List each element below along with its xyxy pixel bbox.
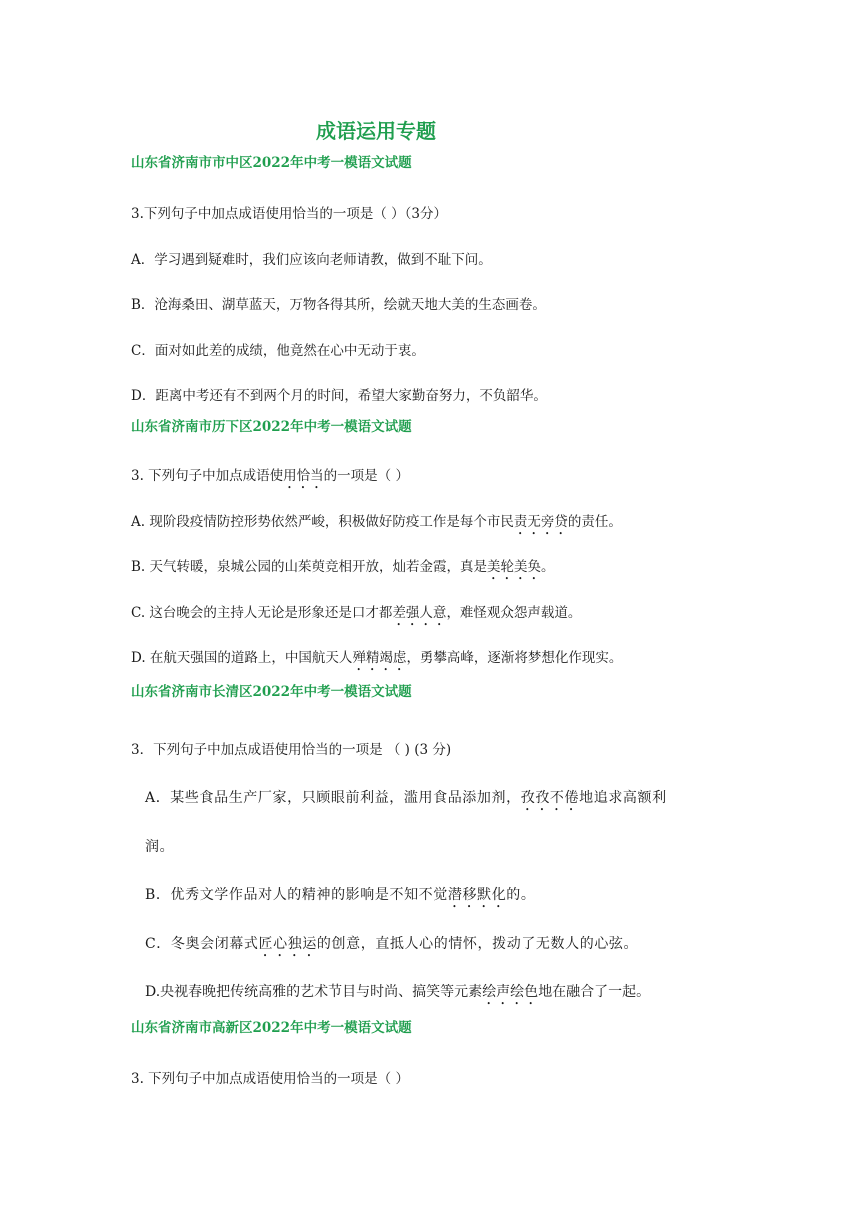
question-stem: 3.下列句子中加点成语使用恰当的一项是（ ）（3分）	[131, 206, 448, 222]
option-d	[145, 981, 650, 1008]
option-a-continued	[145, 836, 174, 856]
option-text: 润。	[145, 839, 175, 855]
option-text: C．冬奥会闭幕式	[145, 936, 259, 952]
question-stem	[131, 464, 409, 492]
question-stem: 3. 下列句子中加点成语使用恰当的一项是（ ）	[131, 1071, 409, 1087]
option-text-end: 的。	[506, 887, 536, 903]
option-c	[131, 601, 581, 629]
source-heading: 山东省济南市历下区2022年中考一模语文试题	[131, 419, 412, 435]
stem-dotted: 用恰当	[283, 468, 324, 484]
option-text: C. 这台晚会的主持人无论是形象还是口才都	[131, 605, 393, 621]
option-text: B．优秀文学作品对人的精神的影响是不知不觉	[145, 887, 448, 903]
option-a	[131, 510, 622, 538]
dotted-idiom: 绘声绘色	[482, 984, 539, 1000]
question-stem: 3．下列句子中加点成语使用恰当的一项是 （ ) (3 分)	[131, 742, 452, 758]
option-text: B. 天气转暖，泉城公园的山茱萸竞相开放，灿若金霞，真是	[131, 559, 488, 575]
source-heading: 山东省济南市高新区2022年中考一模语文试题	[131, 1020, 412, 1036]
dotted-idiom: 差强人意	[392, 605, 447, 621]
option-c: C．面对如此差的成绩，他竟然在心中无动于衷。	[131, 343, 425, 359]
option-text-end: 地追求高额利	[579, 790, 667, 806]
option-a	[145, 787, 667, 814]
source-heading: 山东省济南市市中区2022年中考一模语文试题	[131, 155, 412, 171]
option-b: B．沧海桑田、湖草蓝天，万物各得其所，绘就天地大美的生态画卷。	[131, 297, 546, 313]
option-text-end: 。	[541, 559, 555, 575]
option-text: A. 现阶段疫情防控形势依然严峻，积极做好防疫工作是每个市民	[131, 514, 514, 530]
stem-text-end: 的一项是（ ）	[323, 468, 409, 484]
source-heading: 山东省济南市长清区2022年中考一模语文试题	[131, 684, 412, 700]
option-text: D. 在航天强国的道路上，中国航天人	[131, 650, 353, 666]
option-text-end: 的创意，直抵人心的情怀，拨动了无数人的心弦。	[316, 936, 639, 952]
option-text: D.央视春晚把传统高雅的艺术节目与时尚、搞笑等元素	[145, 984, 483, 1000]
page-title: 成语运用专题	[316, 119, 436, 143]
option-b	[131, 555, 555, 583]
dotted-idiom: 美轮美奂	[487, 559, 542, 575]
stem-text: 3. 下列句子中加点成语使	[131, 468, 284, 484]
dotted-idiom: 孜孜不倦	[520, 790, 580, 806]
option-c	[145, 933, 638, 960]
dotted-idiom: 匠心独运	[258, 936, 317, 952]
dotted-idiom: 责无旁贷	[513, 514, 568, 530]
option-d	[131, 646, 622, 674]
dotted-idiom: 潜移默化	[447, 887, 507, 903]
option-text: A．某些食品生产厂家，只顾眼前利益，滥用食品添加剂，	[145, 790, 521, 806]
option-text-end: ，勇攀高峰，逐渐将梦想化作现实。	[406, 650, 623, 666]
option-text-end: 的责任。	[567, 514, 622, 530]
option-text-end: 地在融合了一起。	[538, 984, 651, 1000]
option-a: A．学习遇到疑难时，我们应该向老师请教，做到不耻下问。	[131, 252, 492, 268]
option-b	[145, 884, 536, 911]
option-text-end: ，难怪观众怨声载道。	[446, 605, 582, 621]
option-d: D．距离中考还有不到两个月的时间，希望大家勤奋努力，不负韶华。	[131, 388, 547, 404]
dotted-idiom: 殚精竭虑	[352, 650, 407, 666]
